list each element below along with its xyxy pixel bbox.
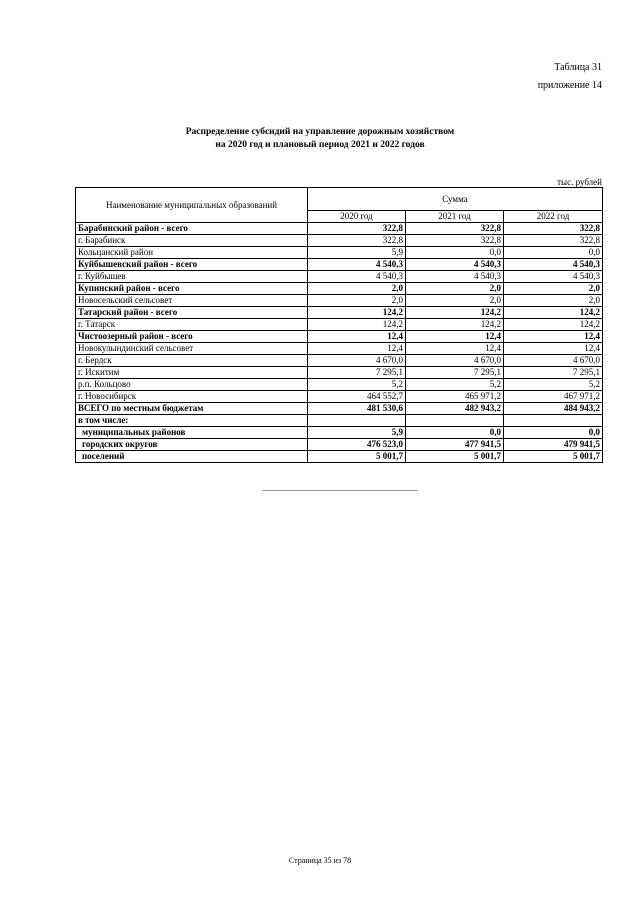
table-row	[76, 283, 603, 295]
table-row	[76, 415, 603, 427]
row-name-cell: поселений	[76, 451, 308, 463]
table-row	[76, 391, 603, 403]
value-cell: 124,2	[504, 319, 603, 331]
row-name-cell: муниципальных районов	[76, 427, 308, 439]
value-cell	[406, 415, 504, 427]
value-cell: 5,9	[308, 247, 406, 259]
row-name-cell: Новосельский сельсовет	[76, 295, 308, 307]
value-cell: 5,2	[406, 379, 504, 391]
value-cell: 124,2	[308, 319, 406, 331]
value-cell: 482 943,2	[406, 403, 504, 415]
value-cell: 322,8	[504, 235, 603, 247]
row-name-cell: Барабинский район - всего	[76, 223, 308, 235]
value-cell: 481 530,6	[308, 403, 406, 415]
value-cell: 7 295,1	[504, 367, 603, 379]
value-cell: 4 540,3	[504, 271, 603, 283]
value-cell: 476 523,0	[308, 439, 406, 451]
column-header-sum: Сумма	[308, 188, 603, 211]
value-cell: 5 001,7	[308, 451, 406, 463]
value-cell: 124,2	[504, 307, 603, 319]
value-cell: 4 670,0	[308, 355, 406, 367]
table-row	[76, 319, 603, 331]
subsidy-table	[75, 187, 603, 463]
column-header-year: 2022 год	[504, 211, 603, 223]
row-name-cell: р.п. Кольцово	[76, 379, 308, 391]
table-number-label: Таблица 31	[554, 62, 602, 73]
value-cell: 4 670,0	[406, 355, 504, 367]
table-row	[76, 439, 603, 451]
value-cell: 12,4	[406, 331, 504, 343]
value-cell: 4 540,3	[308, 271, 406, 283]
table-row	[76, 235, 603, 247]
table-row	[76, 271, 603, 283]
row-name-cell: г. Искитим	[76, 367, 308, 379]
column-header-year: 2020 год	[308, 211, 406, 223]
value-cell: 5,2	[308, 379, 406, 391]
value-cell: 467 971,2	[504, 391, 603, 403]
value-cell: 7 295,1	[406, 367, 504, 379]
value-cell: 2,0	[504, 283, 603, 295]
value-cell	[308, 415, 406, 427]
table-row	[76, 355, 603, 367]
table-row	[76, 331, 603, 343]
units-label: тыс. рублей	[557, 177, 602, 187]
table-row	[76, 367, 603, 379]
value-cell: 2,0	[406, 283, 504, 295]
value-cell: 0,0	[406, 427, 504, 439]
row-name-cell: Татарский район - всего	[76, 307, 308, 319]
value-cell: 322,8	[504, 223, 603, 235]
divider-line	[262, 490, 418, 491]
value-cell: 12,4	[406, 343, 504, 355]
row-name-cell: г. Куйбышев	[76, 271, 308, 283]
value-cell: 2,0	[308, 283, 406, 295]
value-cell: 484 943,2	[504, 403, 603, 415]
value-cell: 124,2	[406, 307, 504, 319]
row-name-cell: Кольцанский район	[76, 247, 308, 259]
value-cell: 322,8	[406, 223, 504, 235]
value-cell: 4 540,3	[406, 271, 504, 283]
table-row	[76, 295, 603, 307]
document-title-line-2: на 2020 год и плановый период 2021 и 2022 годов	[215, 140, 425, 150]
row-name-cell: г. Барабинск	[76, 235, 308, 247]
table-row	[76, 403, 603, 415]
value-cell: 322,8	[308, 223, 406, 235]
row-name-cell: г. Татарск	[76, 319, 308, 331]
value-cell: 479 941,5	[504, 439, 603, 451]
row-name-cell: Купинский район - всего	[76, 283, 308, 295]
row-name-cell: Чистоозерный район - всего	[76, 331, 308, 343]
value-cell: 4 540,3	[406, 259, 504, 271]
row-name-cell: г. Бердск	[76, 355, 308, 367]
table-row	[76, 451, 603, 463]
row-name-cell: Новокулындинский сельсовет	[76, 343, 308, 355]
table-row	[76, 223, 603, 235]
value-cell: 322,8	[406, 235, 504, 247]
value-cell: 12,4	[504, 331, 603, 343]
table-row	[76, 307, 603, 319]
row-name-cell: в том числе:	[76, 415, 308, 427]
row-name-cell: г. Новосибирск	[76, 391, 308, 403]
value-cell: 5,2	[504, 379, 603, 391]
value-cell: 5 001,7	[406, 451, 504, 463]
row-name-cell: Куйбышевский район - всего	[76, 259, 308, 271]
value-cell: 2,0	[504, 295, 603, 307]
value-cell: 465 971,2	[406, 391, 504, 403]
value-cell: 124,2	[308, 307, 406, 319]
value-cell: 4 670,0	[504, 355, 603, 367]
document-title-line-1: Распределение субсидий на управление дорожным хозяйством	[185, 127, 455, 137]
table-row	[76, 343, 603, 355]
table-row	[76, 427, 603, 439]
value-cell: 4 540,3	[504, 259, 603, 271]
row-name-cell: городских округов	[76, 439, 308, 451]
value-cell: 0,0	[406, 247, 504, 259]
row-name-cell: ВСЕГО по местным бюджетам	[76, 403, 308, 415]
value-cell: 12,4	[308, 331, 406, 343]
value-cell: 7 295,1	[308, 367, 406, 379]
value-cell	[504, 415, 603, 427]
value-cell: 322,8	[308, 235, 406, 247]
appendix-label: приложение 14	[537, 80, 602, 91]
page-number: Страница 35 из 78	[288, 856, 352, 865]
column-header-year: 2021 год	[406, 211, 504, 223]
value-cell: 0,0	[504, 247, 603, 259]
column-header-name: Наименование муниципальных образований	[76, 188, 308, 223]
value-cell: 4 540,3	[308, 259, 406, 271]
value-cell: 5 001,7	[504, 451, 603, 463]
table-row	[76, 379, 603, 391]
value-cell: 12,4	[308, 343, 406, 355]
table-row	[76, 259, 603, 271]
value-cell: 12,4	[504, 343, 603, 355]
value-cell: 0,0	[504, 427, 603, 439]
value-cell: 464 552,7	[308, 391, 406, 403]
value-cell: 477 941,5	[406, 439, 504, 451]
value-cell: 2,0	[308, 295, 406, 307]
value-cell: 124,2	[406, 319, 504, 331]
value-cell: 2,0	[406, 295, 504, 307]
value-cell: 5,9	[308, 427, 406, 439]
table-row	[76, 247, 603, 259]
